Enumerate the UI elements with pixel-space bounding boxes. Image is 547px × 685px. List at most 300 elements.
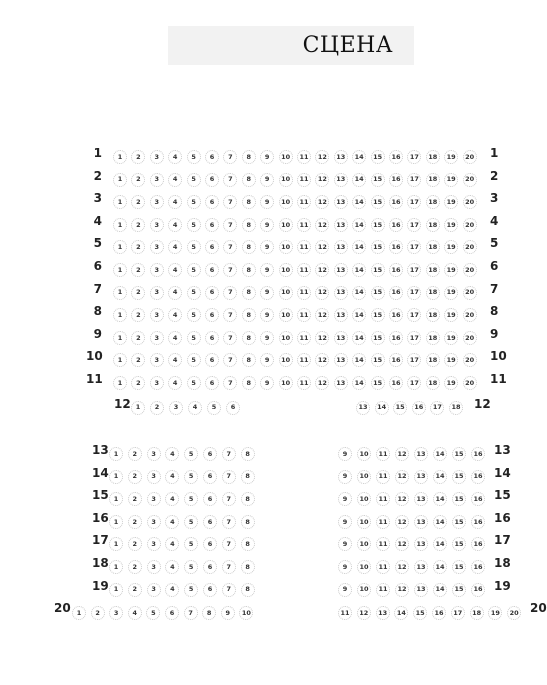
seat[interactable]: 15 bbox=[371, 218, 385, 232]
seat[interactable]: 7 bbox=[223, 150, 237, 164]
seat[interactable]: 7 bbox=[223, 195, 237, 209]
seat[interactable]: 7 bbox=[222, 583, 236, 597]
seat[interactable]: 14 bbox=[433, 583, 447, 597]
seat[interactable]: 12 bbox=[395, 515, 409, 529]
seat[interactable]: 18 bbox=[426, 195, 440, 209]
seat[interactable]: 13 bbox=[334, 353, 348, 367]
seat[interactable]: 16 bbox=[389, 218, 403, 232]
seat[interactable]: 10 bbox=[279, 240, 293, 254]
seat[interactable]: 8 bbox=[242, 286, 256, 300]
seat[interactable]: 1 bbox=[113, 150, 127, 164]
seat[interactable]: 14 bbox=[394, 606, 408, 620]
seat[interactable]: 2 bbox=[131, 218, 145, 232]
seat[interactable]: 8 bbox=[242, 376, 256, 390]
seat[interactable]: 3 bbox=[150, 353, 164, 367]
seat[interactable]: 9 bbox=[260, 150, 274, 164]
seat[interactable]: 12 bbox=[315, 308, 329, 322]
seat[interactable]: 11 bbox=[297, 195, 311, 209]
seat[interactable]: 17 bbox=[407, 353, 421, 367]
seat[interactable]: 1 bbox=[109, 492, 123, 506]
seat[interactable]: 6 bbox=[205, 286, 219, 300]
seat[interactable]: 5 bbox=[187, 376, 201, 390]
seat[interactable]: 15 bbox=[371, 150, 385, 164]
seat[interactable]: 19 bbox=[444, 195, 458, 209]
seat[interactable]: 12 bbox=[395, 470, 409, 484]
seat[interactable]: 6 bbox=[205, 263, 219, 277]
seat[interactable]: 10 bbox=[279, 331, 293, 345]
seat[interactable]: 7 bbox=[222, 492, 236, 506]
seat[interactable]: 11 bbox=[297, 173, 311, 187]
seat[interactable]: 2 bbox=[131, 376, 145, 390]
seat[interactable]: 8 bbox=[241, 560, 255, 574]
seat[interactable]: 15 bbox=[452, 492, 466, 506]
seat[interactable]: 12 bbox=[315, 376, 329, 390]
seat[interactable]: 9 bbox=[260, 331, 274, 345]
seat[interactable]: 3 bbox=[147, 560, 161, 574]
seat[interactable]: 3 bbox=[147, 492, 161, 506]
seat[interactable]: 11 bbox=[376, 583, 390, 597]
seat[interactable]: 5 bbox=[187, 150, 201, 164]
seat[interactable]: 5 bbox=[187, 173, 201, 187]
seat[interactable]: 16 bbox=[471, 560, 485, 574]
seat[interactable]: 4 bbox=[168, 353, 182, 367]
seat[interactable]: 19 bbox=[444, 173, 458, 187]
seat[interactable]: 6 bbox=[226, 401, 240, 415]
seat[interactable]: 18 bbox=[426, 240, 440, 254]
seat[interactable]: 8 bbox=[242, 263, 256, 277]
seat[interactable]: 11 bbox=[297, 331, 311, 345]
seat[interactable]: 3 bbox=[147, 447, 161, 461]
seat[interactable]: 3 bbox=[109, 606, 123, 620]
seat[interactable]: 13 bbox=[414, 470, 428, 484]
seat[interactable]: 4 bbox=[165, 583, 179, 597]
seat[interactable]: 14 bbox=[433, 537, 447, 551]
seat[interactable]: 5 bbox=[187, 286, 201, 300]
seat[interactable]: 12 bbox=[357, 606, 371, 620]
seat[interactable]: 7 bbox=[222, 470, 236, 484]
seat[interactable]: 20 bbox=[463, 240, 477, 254]
seat[interactable]: 2 bbox=[131, 331, 145, 345]
seat[interactable]: 15 bbox=[371, 195, 385, 209]
seat[interactable]: 14 bbox=[352, 308, 366, 322]
seat[interactable]: 4 bbox=[165, 537, 179, 551]
seat[interactable]: 13 bbox=[334, 218, 348, 232]
seat[interactable]: 19 bbox=[444, 263, 458, 277]
seat[interactable]: 10 bbox=[239, 606, 253, 620]
seat[interactable]: 16 bbox=[412, 401, 426, 415]
seat[interactable]: 14 bbox=[352, 150, 366, 164]
seat[interactable]: 12 bbox=[315, 353, 329, 367]
seat[interactable]: 20 bbox=[507, 606, 521, 620]
seat[interactable]: 9 bbox=[260, 376, 274, 390]
seat[interactable]: 10 bbox=[279, 286, 293, 300]
seat[interactable]: 20 bbox=[463, 353, 477, 367]
seat[interactable]: 12 bbox=[315, 173, 329, 187]
seat[interactable]: 7 bbox=[223, 308, 237, 322]
seat[interactable]: 3 bbox=[150, 218, 164, 232]
seat[interactable]: 9 bbox=[260, 173, 274, 187]
seat[interactable]: 19 bbox=[444, 331, 458, 345]
seat[interactable]: 16 bbox=[432, 606, 446, 620]
seat[interactable]: 14 bbox=[352, 353, 366, 367]
seat[interactable]: 3 bbox=[169, 401, 183, 415]
seat[interactable]: 15 bbox=[452, 560, 466, 574]
seat[interactable]: 13 bbox=[334, 173, 348, 187]
seat[interactable]: 12 bbox=[315, 218, 329, 232]
seat[interactable]: 4 bbox=[165, 560, 179, 574]
seat[interactable]: 16 bbox=[389, 195, 403, 209]
seat[interactable]: 9 bbox=[260, 195, 274, 209]
seat[interactable]: 15 bbox=[371, 308, 385, 322]
seat[interactable]: 5 bbox=[184, 560, 198, 574]
seat[interactable]: 15 bbox=[413, 606, 427, 620]
seat[interactable]: 2 bbox=[131, 240, 145, 254]
seat[interactable]: 20 bbox=[463, 173, 477, 187]
seat[interactable]: 8 bbox=[242, 218, 256, 232]
seat[interactable]: 2 bbox=[131, 353, 145, 367]
seat[interactable]: 6 bbox=[205, 173, 219, 187]
seat[interactable]: 8 bbox=[241, 515, 255, 529]
seat[interactable]: 2 bbox=[128, 447, 142, 461]
seat[interactable]: 13 bbox=[334, 240, 348, 254]
seat[interactable]: 2 bbox=[131, 150, 145, 164]
seat[interactable]: 8 bbox=[241, 492, 255, 506]
seat[interactable]: 13 bbox=[334, 331, 348, 345]
seat[interactable]: 17 bbox=[407, 331, 421, 345]
seat[interactable]: 3 bbox=[150, 263, 164, 277]
seat[interactable]: 20 bbox=[463, 263, 477, 277]
seat[interactable]: 13 bbox=[414, 447, 428, 461]
seat[interactable]: 10 bbox=[357, 560, 371, 574]
seat[interactable]: 7 bbox=[222, 537, 236, 551]
seat[interactable]: 9 bbox=[338, 560, 352, 574]
seat[interactable]: 11 bbox=[376, 537, 390, 551]
seat[interactable]: 9 bbox=[260, 218, 274, 232]
seat[interactable]: 5 bbox=[184, 447, 198, 461]
seat[interactable]: 5 bbox=[187, 263, 201, 277]
seat[interactable]: 10 bbox=[357, 470, 371, 484]
seat[interactable]: 13 bbox=[414, 560, 428, 574]
seat[interactable]: 7 bbox=[223, 263, 237, 277]
seat[interactable]: 7 bbox=[223, 376, 237, 390]
seat[interactable]: 20 bbox=[463, 331, 477, 345]
seat[interactable]: 19 bbox=[444, 150, 458, 164]
seat[interactable]: 13 bbox=[334, 308, 348, 322]
seat[interactable]: 2 bbox=[131, 195, 145, 209]
seat[interactable]: 3 bbox=[147, 515, 161, 529]
seat[interactable]: 6 bbox=[203, 537, 217, 551]
seat[interactable]: 15 bbox=[452, 470, 466, 484]
seat[interactable]: 4 bbox=[168, 240, 182, 254]
seat[interactable]: 13 bbox=[334, 286, 348, 300]
seat[interactable]: 4 bbox=[168, 173, 182, 187]
seat[interactable]: 12 bbox=[395, 560, 409, 574]
seat[interactable]: 11 bbox=[297, 353, 311, 367]
seat[interactable]: 8 bbox=[241, 470, 255, 484]
seat[interactable]: 16 bbox=[389, 308, 403, 322]
seat[interactable]: 2 bbox=[131, 286, 145, 300]
seat[interactable]: 19 bbox=[444, 376, 458, 390]
seat[interactable]: 17 bbox=[407, 286, 421, 300]
seat[interactable]: 13 bbox=[334, 150, 348, 164]
seat[interactable]: 8 bbox=[242, 195, 256, 209]
seat[interactable]: 2 bbox=[128, 537, 142, 551]
seat[interactable]: 14 bbox=[375, 401, 389, 415]
seat[interactable]: 12 bbox=[315, 240, 329, 254]
seat[interactable]: 1 bbox=[113, 240, 127, 254]
seat[interactable]: 7 bbox=[223, 173, 237, 187]
seat[interactable]: 13 bbox=[334, 376, 348, 390]
seat[interactable]: 11 bbox=[376, 515, 390, 529]
seat[interactable]: 10 bbox=[357, 537, 371, 551]
seat[interactable]: 1 bbox=[109, 470, 123, 484]
seat[interactable]: 10 bbox=[357, 447, 371, 461]
seat[interactable]: 2 bbox=[131, 308, 145, 322]
seat[interactable]: 17 bbox=[407, 150, 421, 164]
seat[interactable]: 1 bbox=[113, 353, 127, 367]
seat[interactable]: 20 bbox=[463, 218, 477, 232]
seat[interactable]: 6 bbox=[203, 515, 217, 529]
seat[interactable]: 4 bbox=[168, 376, 182, 390]
seat[interactable]: 9 bbox=[338, 537, 352, 551]
seat[interactable]: 14 bbox=[433, 560, 447, 574]
seat[interactable]: 5 bbox=[187, 195, 201, 209]
seat[interactable]: 16 bbox=[389, 240, 403, 254]
seat[interactable]: 7 bbox=[223, 286, 237, 300]
seat[interactable]: 6 bbox=[203, 470, 217, 484]
seat[interactable]: 14 bbox=[352, 376, 366, 390]
seat[interactable]: 17 bbox=[407, 195, 421, 209]
seat[interactable]: 13 bbox=[414, 583, 428, 597]
seat[interactable]: 15 bbox=[452, 583, 466, 597]
seat[interactable]: 12 bbox=[315, 286, 329, 300]
seat[interactable]: 3 bbox=[150, 173, 164, 187]
seat[interactable]: 17 bbox=[430, 401, 444, 415]
seat[interactable]: 12 bbox=[395, 537, 409, 551]
seat[interactable]: 1 bbox=[113, 308, 127, 322]
seat[interactable]: 16 bbox=[389, 150, 403, 164]
seat[interactable]: 11 bbox=[376, 560, 390, 574]
seat[interactable]: 1 bbox=[109, 447, 123, 461]
seat[interactable]: 7 bbox=[223, 218, 237, 232]
seat[interactable]: 6 bbox=[203, 560, 217, 574]
seat[interactable]: 17 bbox=[407, 376, 421, 390]
seat[interactable]: 6 bbox=[205, 353, 219, 367]
seat[interactable]: 20 bbox=[463, 376, 477, 390]
seat[interactable]: 9 bbox=[260, 286, 274, 300]
seat[interactable]: 9 bbox=[260, 263, 274, 277]
seat[interactable]: 14 bbox=[352, 286, 366, 300]
seat[interactable]: 3 bbox=[150, 240, 164, 254]
seat[interactable]: 14 bbox=[433, 447, 447, 461]
seat[interactable]: 15 bbox=[371, 353, 385, 367]
seat[interactable]: 4 bbox=[128, 606, 142, 620]
seat[interactable]: 12 bbox=[315, 150, 329, 164]
seat[interactable]: 17 bbox=[407, 308, 421, 322]
seat[interactable]: 1 bbox=[109, 537, 123, 551]
seat[interactable]: 1 bbox=[109, 560, 123, 574]
seat[interactable]: 12 bbox=[315, 195, 329, 209]
seat[interactable]: 1 bbox=[109, 515, 123, 529]
seat[interactable]: 11 bbox=[297, 376, 311, 390]
seat[interactable]: 4 bbox=[168, 218, 182, 232]
seat[interactable]: 14 bbox=[352, 218, 366, 232]
seat[interactable]: 6 bbox=[203, 492, 217, 506]
seat[interactable]: 3 bbox=[147, 470, 161, 484]
seat[interactable]: 9 bbox=[338, 583, 352, 597]
seat[interactable]: 10 bbox=[279, 376, 293, 390]
seat[interactable]: 6 bbox=[203, 583, 217, 597]
seat[interactable]: 8 bbox=[242, 173, 256, 187]
seat[interactable]: 2 bbox=[128, 515, 142, 529]
seat[interactable]: 14 bbox=[433, 492, 447, 506]
seat[interactable]: 12 bbox=[395, 447, 409, 461]
seat[interactable]: 15 bbox=[452, 537, 466, 551]
seat[interactable]: 18 bbox=[426, 286, 440, 300]
seat[interactable]: 17 bbox=[407, 263, 421, 277]
seat[interactable]: 16 bbox=[471, 470, 485, 484]
seat[interactable]: 11 bbox=[297, 286, 311, 300]
seat[interactable]: 8 bbox=[242, 240, 256, 254]
seat[interactable]: 16 bbox=[471, 583, 485, 597]
seat[interactable]: 11 bbox=[297, 308, 311, 322]
seat[interactable]: 10 bbox=[279, 195, 293, 209]
seat[interactable]: 19 bbox=[444, 218, 458, 232]
seat[interactable]: 3 bbox=[150, 286, 164, 300]
seat[interactable]: 13 bbox=[414, 537, 428, 551]
seat[interactable]: 5 bbox=[146, 606, 160, 620]
seat[interactable]: 1 bbox=[72, 606, 86, 620]
seat[interactable]: 6 bbox=[205, 240, 219, 254]
seat[interactable]: 5 bbox=[207, 401, 221, 415]
seat[interactable]: 14 bbox=[433, 515, 447, 529]
seat[interactable]: 11 bbox=[297, 263, 311, 277]
seat[interactable]: 1 bbox=[113, 376, 127, 390]
seat[interactable]: 9 bbox=[260, 240, 274, 254]
seat[interactable]: 20 bbox=[463, 286, 477, 300]
seat[interactable]: 5 bbox=[187, 218, 201, 232]
seat[interactable]: 2 bbox=[128, 560, 142, 574]
seat[interactable]: 5 bbox=[187, 331, 201, 345]
seat[interactable]: 19 bbox=[444, 240, 458, 254]
seat[interactable]: 11 bbox=[297, 240, 311, 254]
seat[interactable]: 2 bbox=[128, 492, 142, 506]
seat[interactable]: 16 bbox=[389, 263, 403, 277]
seat[interactable]: 16 bbox=[389, 286, 403, 300]
seat[interactable]: 17 bbox=[451, 606, 465, 620]
seat[interactable]: 4 bbox=[165, 492, 179, 506]
seat[interactable]: 8 bbox=[242, 150, 256, 164]
seat[interactable]: 20 bbox=[463, 308, 477, 322]
seat[interactable]: 16 bbox=[471, 537, 485, 551]
seat[interactable]: 8 bbox=[242, 353, 256, 367]
seat[interactable]: 7 bbox=[222, 447, 236, 461]
seat[interactable]: 15 bbox=[371, 286, 385, 300]
seat[interactable]: 4 bbox=[165, 515, 179, 529]
seat[interactable]: 5 bbox=[187, 353, 201, 367]
seat[interactable]: 7 bbox=[223, 353, 237, 367]
seat[interactable]: 9 bbox=[338, 447, 352, 461]
seat[interactable]: 4 bbox=[165, 470, 179, 484]
seat[interactable]: 15 bbox=[371, 173, 385, 187]
seat[interactable]: 10 bbox=[279, 308, 293, 322]
seat[interactable]: 15 bbox=[371, 331, 385, 345]
seat[interactable]: 16 bbox=[471, 447, 485, 461]
seat[interactable]: 13 bbox=[376, 606, 390, 620]
seat[interactable]: 6 bbox=[205, 308, 219, 322]
seat[interactable]: 16 bbox=[471, 515, 485, 529]
seat[interactable]: 3 bbox=[147, 537, 161, 551]
seat[interactable]: 3 bbox=[150, 150, 164, 164]
seat[interactable]: 6 bbox=[165, 606, 179, 620]
seat[interactable]: 17 bbox=[407, 240, 421, 254]
seat[interactable]: 13 bbox=[414, 515, 428, 529]
seat[interactable]: 18 bbox=[426, 218, 440, 232]
seat[interactable]: 16 bbox=[471, 492, 485, 506]
seat[interactable]: 16 bbox=[389, 353, 403, 367]
seat[interactable]: 19 bbox=[444, 286, 458, 300]
seat[interactable]: 6 bbox=[205, 218, 219, 232]
seat[interactable]: 8 bbox=[241, 583, 255, 597]
seat[interactable]: 4 bbox=[168, 150, 182, 164]
seat[interactable]: 17 bbox=[407, 173, 421, 187]
seat[interactable]: 9 bbox=[338, 492, 352, 506]
seat[interactable]: 6 bbox=[205, 376, 219, 390]
seat[interactable]: 11 bbox=[376, 470, 390, 484]
seat[interactable]: 3 bbox=[150, 195, 164, 209]
seat[interactable]: 3 bbox=[150, 376, 164, 390]
seat[interactable]: 11 bbox=[376, 447, 390, 461]
seat[interactable]: 1 bbox=[113, 263, 127, 277]
seat[interactable]: 4 bbox=[188, 401, 202, 415]
seat[interactable]: 18 bbox=[426, 331, 440, 345]
seat[interactable]: 5 bbox=[184, 470, 198, 484]
seat[interactable]: 10 bbox=[279, 218, 293, 232]
seat[interactable]: 1 bbox=[113, 173, 127, 187]
seat[interactable]: 3 bbox=[150, 308, 164, 322]
seat[interactable]: 18 bbox=[449, 401, 463, 415]
seat[interactable]: 1 bbox=[109, 583, 123, 597]
seat[interactable]: 12 bbox=[395, 583, 409, 597]
seat[interactable]: 11 bbox=[297, 150, 311, 164]
seat[interactable]: 10 bbox=[279, 353, 293, 367]
seat[interactable]: 14 bbox=[352, 240, 366, 254]
seat[interactable]: 14 bbox=[352, 173, 366, 187]
seat[interactable]: 1 bbox=[113, 286, 127, 300]
seat[interactable]: 2 bbox=[131, 173, 145, 187]
seat[interactable]: 1 bbox=[113, 218, 127, 232]
seat[interactable]: 10 bbox=[357, 583, 371, 597]
seat[interactable]: 15 bbox=[371, 263, 385, 277]
seat[interactable]: 18 bbox=[426, 353, 440, 367]
seat[interactable]: 8 bbox=[242, 331, 256, 345]
seat[interactable]: 2 bbox=[128, 470, 142, 484]
seat[interactable]: 12 bbox=[395, 492, 409, 506]
seat[interactable]: 5 bbox=[187, 240, 201, 254]
seat[interactable]: 13 bbox=[334, 263, 348, 277]
seat[interactable]: 4 bbox=[168, 263, 182, 277]
seat[interactable]: 11 bbox=[297, 218, 311, 232]
seat[interactable]: 10 bbox=[279, 150, 293, 164]
seat[interactable]: 1 bbox=[131, 401, 145, 415]
seat[interactable]: 9 bbox=[221, 606, 235, 620]
seat[interactable]: 18 bbox=[426, 308, 440, 322]
seat[interactable]: 8 bbox=[241, 447, 255, 461]
seat[interactable]: 14 bbox=[352, 195, 366, 209]
seat[interactable]: 11 bbox=[376, 492, 390, 506]
seat[interactable]: 5 bbox=[184, 515, 198, 529]
seat[interactable]: 5 bbox=[187, 308, 201, 322]
